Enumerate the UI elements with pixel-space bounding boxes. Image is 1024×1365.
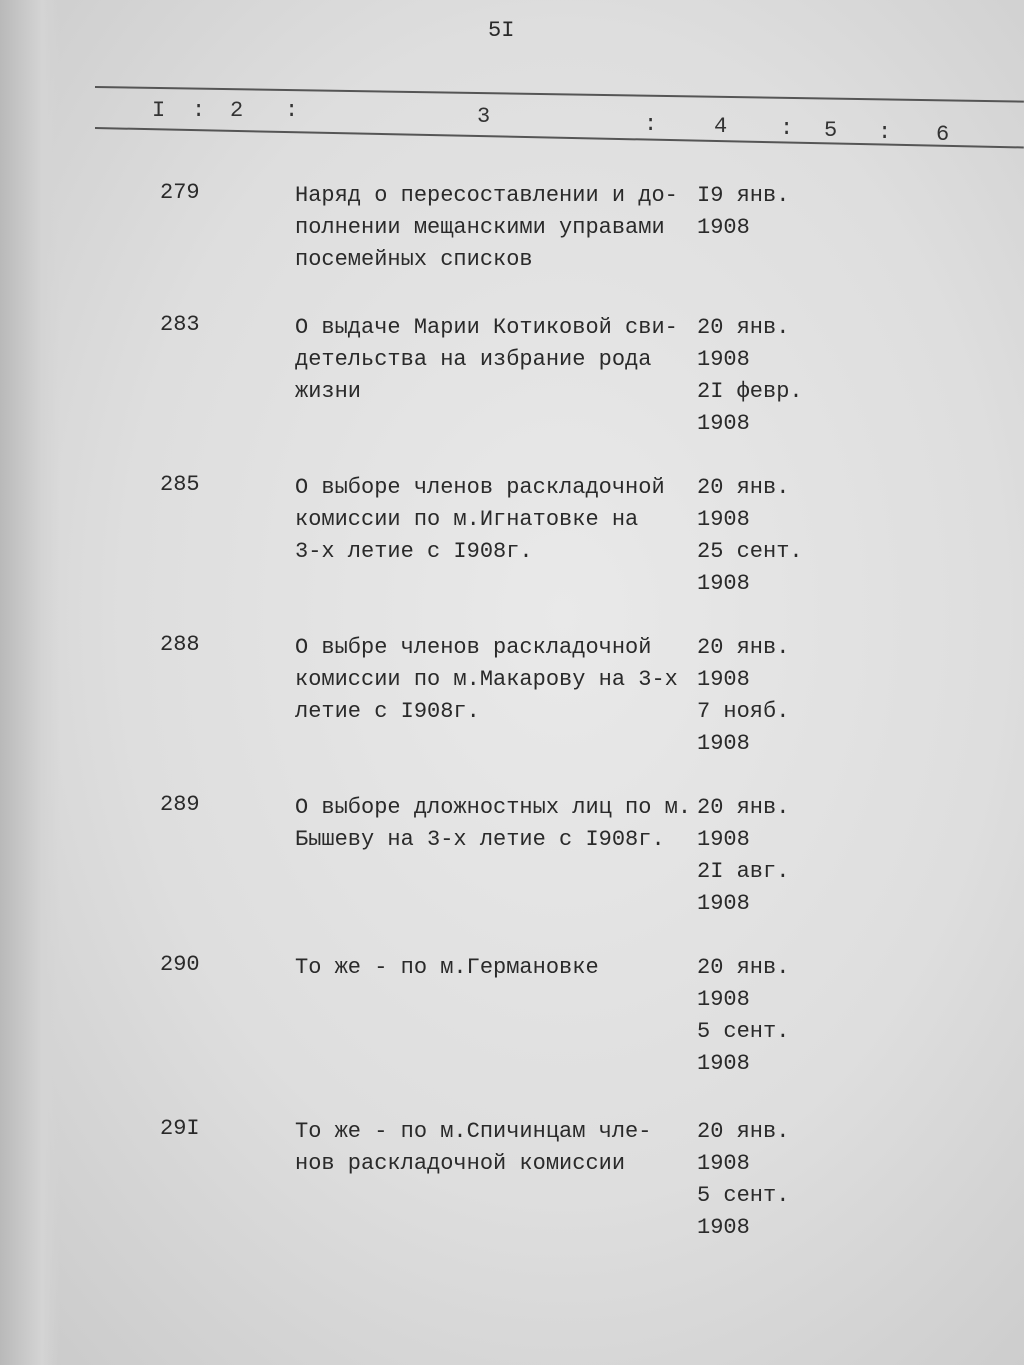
col-2: 2 <box>230 98 244 123</box>
col-1: I <box>152 98 166 123</box>
col-5: 5 <box>824 118 838 143</box>
description-line: комиссии по м.Игнатовке на <box>295 507 639 532</box>
date-line: 5 сент. <box>697 1019 790 1044</box>
date-line: 1908 <box>697 667 750 692</box>
description-line: То же - по м.Спичинцам чле- <box>295 1119 652 1144</box>
description-line: посемейных списков <box>295 247 533 272</box>
date-line: 1908 <box>697 347 750 372</box>
description-line: летие с I908г. <box>295 699 480 724</box>
entry-number: 290 <box>160 952 200 977</box>
description-line: Бышеву на 3-х летие с I908г. <box>295 827 665 852</box>
entry-description <box>295 632 678 728</box>
date-line: 20 янв. <box>697 475 790 500</box>
description-line: полнении мещанскими управами <box>295 215 665 240</box>
entry-number: 283 <box>160 312 200 337</box>
col-sep: : <box>192 98 206 123</box>
description-line: О выдаче Марии Котиковой сви- <box>295 315 678 340</box>
date-line: 1908 <box>697 891 750 916</box>
description-line: комиссии по м.Макарову на 3-х <box>295 667 678 692</box>
description-line: То же - по м.Германовке <box>295 955 599 980</box>
col-sep: : <box>878 120 892 145</box>
date-line: 1908 <box>697 827 750 852</box>
entry-number: 289 <box>160 792 200 817</box>
date-line: 20 янв. <box>697 635 790 660</box>
date-line: 20 янв. <box>697 1119 790 1144</box>
date-line: 1908 <box>697 1215 750 1240</box>
entry-description <box>295 180 678 276</box>
entry-dates <box>697 1116 789 1244</box>
date-line: 20 янв. <box>697 315 790 340</box>
entry-dates <box>697 792 789 920</box>
description-line: жизни <box>295 379 362 404</box>
entry-dates <box>697 312 803 440</box>
date-line: 1908 <box>697 987 750 1012</box>
date-line: 5 сент. <box>697 1183 790 1208</box>
col-sep: : <box>780 116 794 141</box>
description-line: нов раскладочной комиссии <box>295 1151 626 1176</box>
col-4: 4 <box>714 114 728 139</box>
description-line: 3-х летие с I908г. <box>295 539 533 564</box>
date-line: 7 нояб. <box>697 699 790 724</box>
page-binding-shadow <box>0 0 60 1365</box>
date-line: I9 янв. <box>697 183 790 208</box>
date-line: 1908 <box>697 731 750 756</box>
entry-description <box>295 472 665 568</box>
date-line: 1908 <box>697 1051 750 1076</box>
col-3: 3 <box>477 104 491 129</box>
col-6: 6 <box>936 122 950 147</box>
page-number: 5I <box>488 18 515 43</box>
date-line: 1908 <box>697 571 750 596</box>
description-line: О выборе дложностных лиц по м. <box>295 795 692 820</box>
date-line: 20 янв. <box>697 955 790 980</box>
entry-dates <box>697 472 803 600</box>
entry-description <box>295 792 691 856</box>
entry-dates <box>697 180 789 244</box>
description-line: Наряд о пересоставлении и до- <box>295 183 678 208</box>
entry-dates <box>697 632 789 760</box>
entry-number: 288 <box>160 632 200 657</box>
entry-dates <box>697 952 789 1080</box>
description-line: О выборе членов раскладочной <box>295 475 665 500</box>
description-line: О выбре членов раскладочной <box>295 635 652 660</box>
entry-description <box>295 952 599 984</box>
col-sep: : <box>644 112 658 137</box>
entry-number: 29I <box>160 1116 200 1141</box>
date-line: 25 сент. <box>697 539 803 564</box>
date-line: 1908 <box>697 411 750 436</box>
entry-description <box>295 1116 651 1180</box>
description-line: детельства на избрание рода <box>295 347 652 372</box>
entry-number: 279 <box>160 180 200 205</box>
date-line: 2I февр. <box>697 379 803 404</box>
date-line: 2I авг. <box>697 859 790 884</box>
date-line: 1908 <box>697 507 750 532</box>
entry-number: 285 <box>160 472 200 497</box>
date-line: 1908 <box>697 215 750 240</box>
date-line: 1908 <box>697 1151 750 1176</box>
date-line: 20 янв. <box>697 795 790 820</box>
col-sep: : <box>285 98 299 123</box>
entry-description <box>295 312 678 408</box>
